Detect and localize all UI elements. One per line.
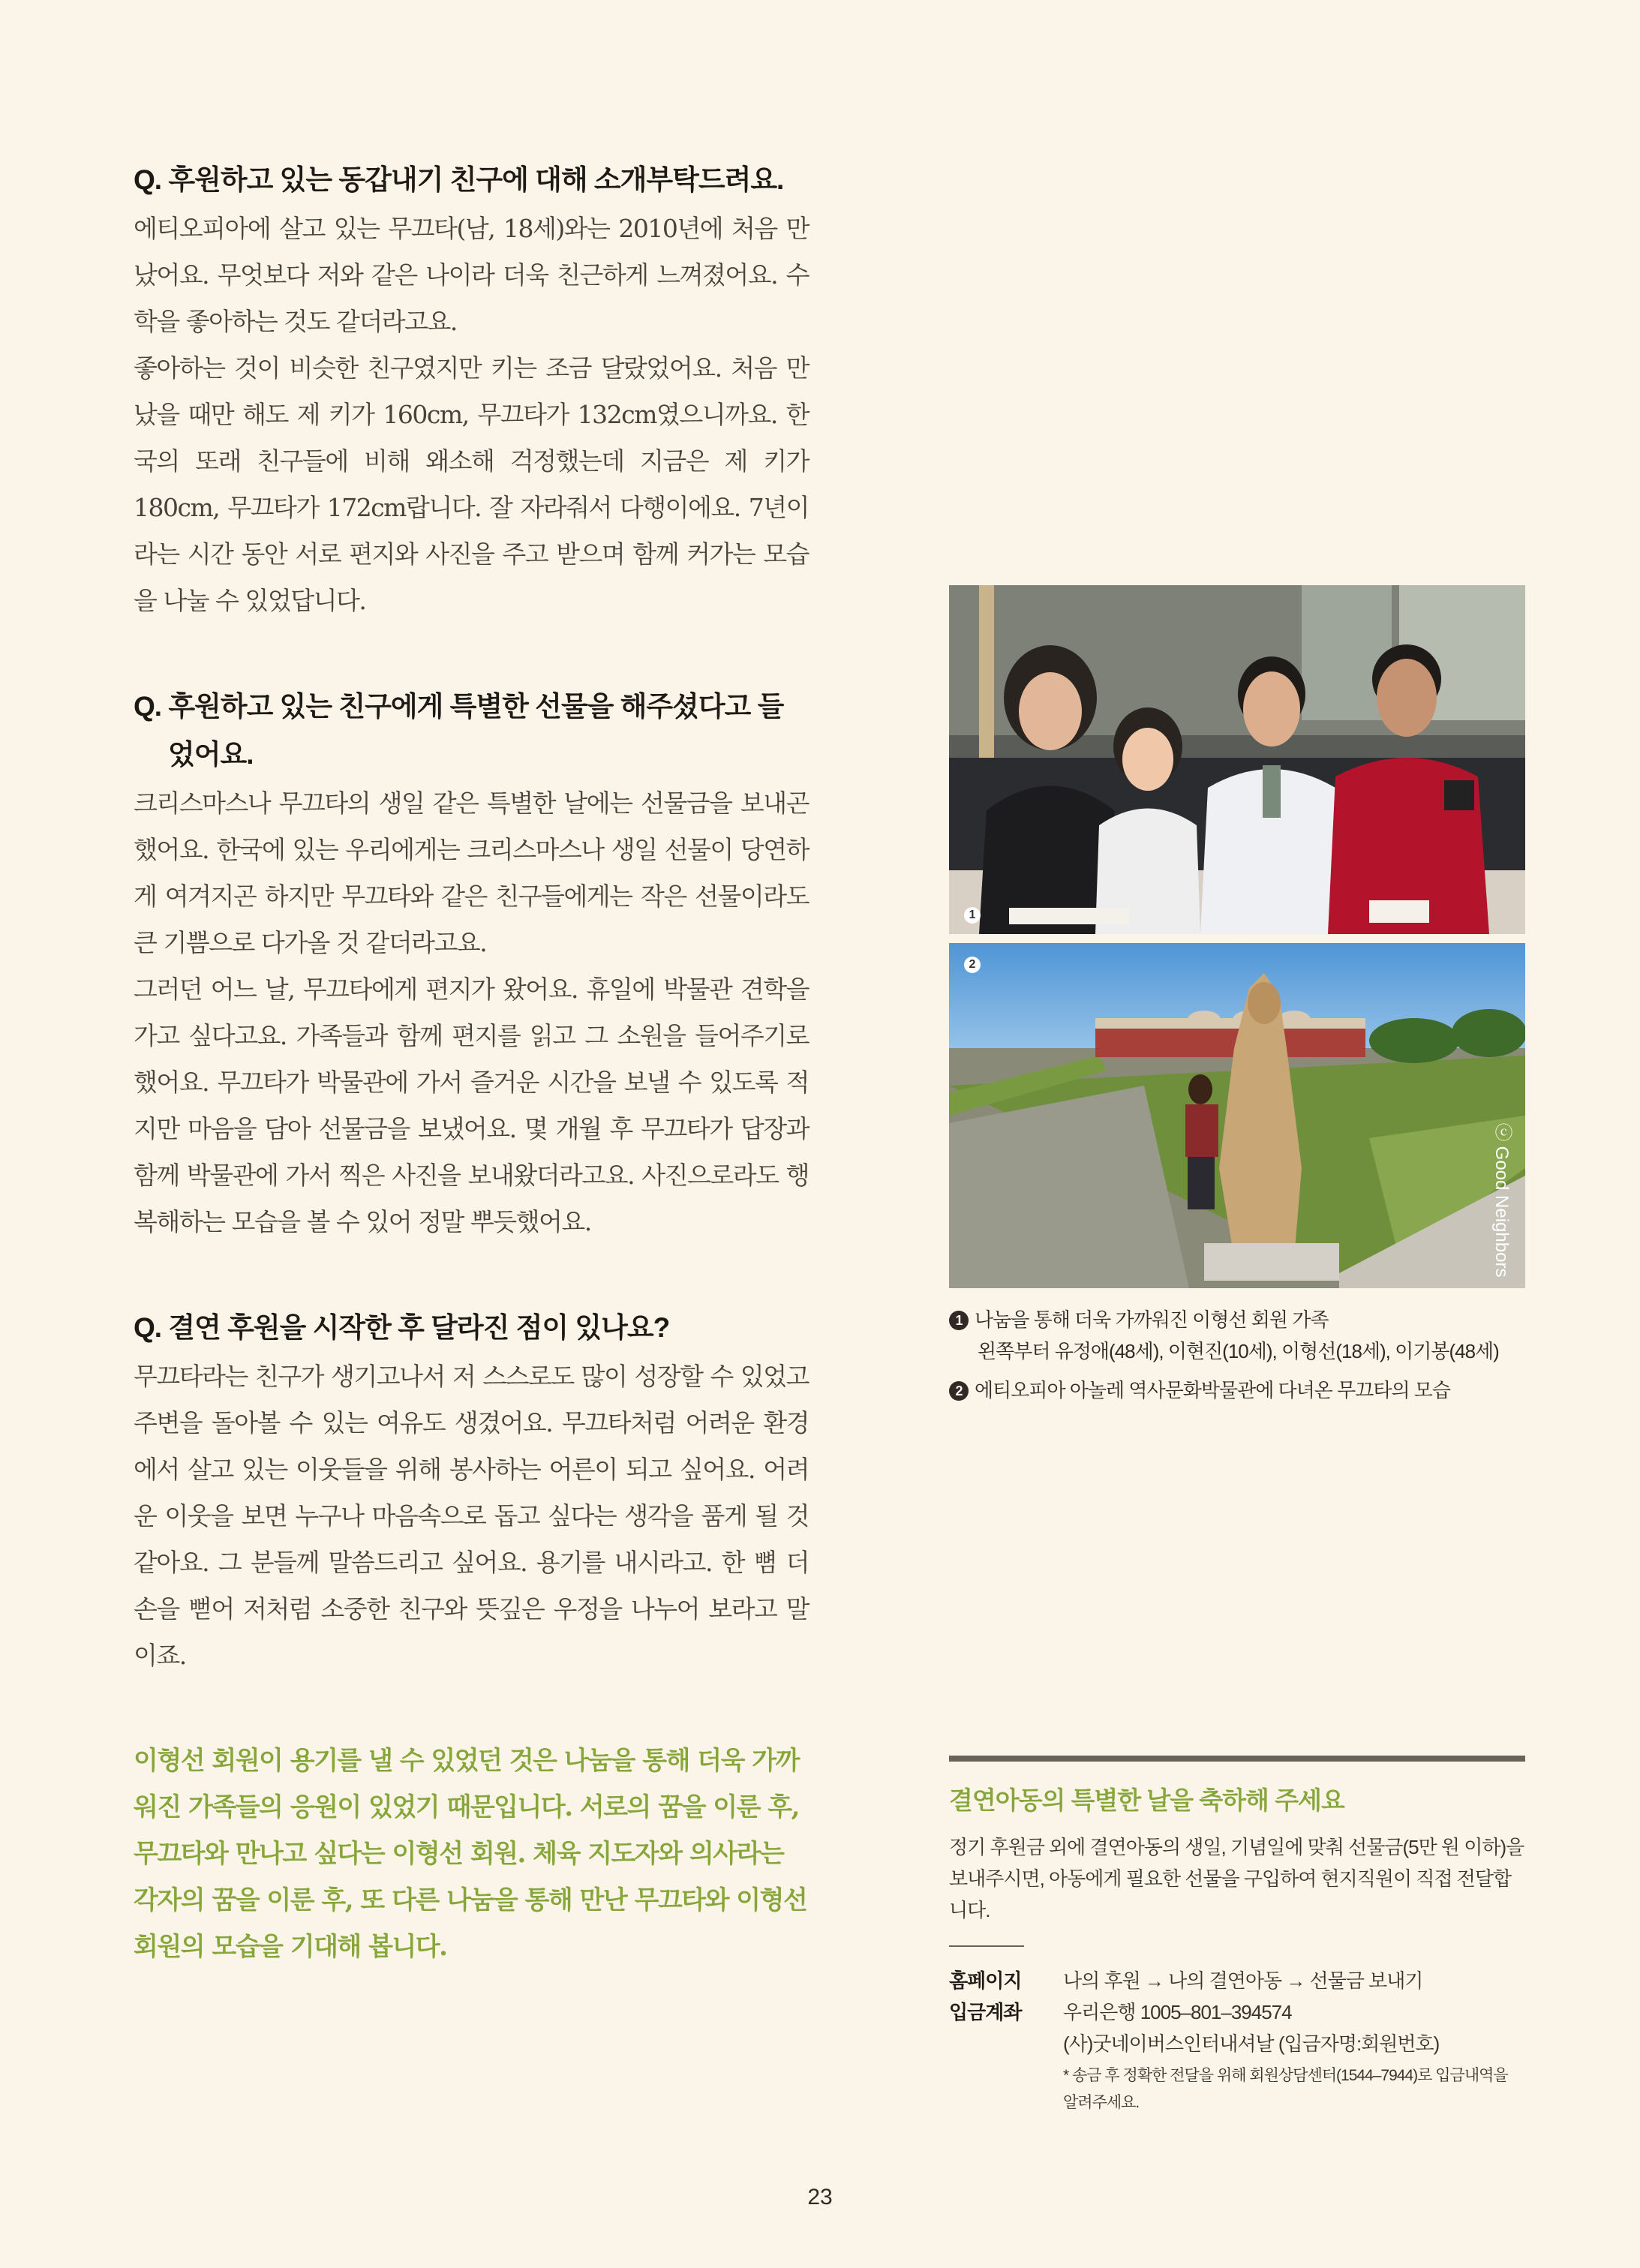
qa-section-1 — [134, 156, 809, 624]
museum-photo-illustration — [949, 943, 1525, 1288]
article-body — [134, 156, 809, 1970]
answer-paragraph: 크리스마스나 무끄타의 생일 같은 특별한 날에는 선물금을 보내곤 했어요. 한국에 있는 우리에게는 크리스마스나 생일 선물이 당연하게 여겨지곤 하지만 무끄타와 같은 친구들에게는 작은 선물이라도 큰 기쁨으로 다가올 것 같더라고요. — [134, 789, 809, 957]
caption-text: 나눔을 통해 더욱 가까워진 이형선 회원 가족 — [975, 1308, 1329, 1331]
answer-paragraph: 무끄타라는 친구가 생기고나서 저 스스로도 많이 성장할 수 있었고 주변을 돌아볼 수 있는 여유도 생겼어요. 무끄타처럼 어려운 환경에서 살고 있는 이웃들을 위해 봉사하는 어른이 되고 싶어요. 어려운 이웃을 보면 누구나 마음속으로 돕고 싶다는 생각을 품게 될 것 같아요. 그 분들께 말씀드리고 싶어요. 용기를 내시라고. 한 뼘 더 손을 뻗어 저처럼 소중한 친구와 뜻깊은 우정을 나누어 보라고 말이죠. — [134, 1362, 809, 1670]
account-holder: (사)굿네이버스인터내셔날 (입금자명:회원번호) — [1063, 2032, 1440, 2055]
homepage-row — [949, 1965, 1525, 1996]
divider — [949, 1945, 1024, 1947]
answer-paragraph: 그러던 어느 날, 무끄타에게 편지가 왔어요. 휴일에 박물관 견학을 가고 싶다고요. 가족들과 함께 편지를 읽고 그 소원을 들어주기로 했어요. 무끄타가 박물관에 가서 즐거운 시간을 보낼 수 있도록 적지만 마음을 담아 선물금을 보냈어요. 몇 개월 후 무끄타가 답장과 함께 박물관에 가서 찍은 사진을 보내왔더라고요. 사진으로라도 행복해하는 모습을 볼 수 있어 정말 뿌듯했어요. — [134, 975, 809, 1236]
caption-subtext: 왼쪽부터 유정애(48세), 이현진(10세), 이형선(18세), 이기봉(48세) — [978, 1340, 1499, 1362]
caption-number: 2 — [949, 1381, 969, 1401]
question-heading: Q. 후원하고 있는 동갑내기 친구에 대해 소개부탁드려요. — [134, 164, 784, 195]
answer-paragraph: 좋아하는 것이 비슷한 친구였지만 키는 조금 달랐었어요. 처음 만났을 때만 해도 제 키가 160cm, 무끄타가 132cm였으니까요. 한국의 또래 친구들에 비해 왜소해 걱정했는데 지금은 제 키가 180cm, 무끄타가 172cm랍니다. 잘 자라줘서 다행이에요. 7년이라는 시간 동안 서로 편지와 사진을 주고 받으며 함께 커가는 모습을 나눌 수 있었답니다. — [134, 353, 809, 615]
question-heading: Q. 후원하고 있는 친구에게 특별한 선물을 해주셨다고 들었어요. — [134, 691, 784, 770]
caption-1 — [949, 1304, 1549, 1367]
photo-captions — [949, 1304, 1549, 1413]
family-photo — [949, 585, 1525, 934]
family-photo-illustration — [949, 585, 1525, 934]
caption-2 — [949, 1374, 1549, 1406]
account-row — [949, 1996, 1525, 2028]
photo-number-badge: 2 — [964, 957, 981, 973]
divider — [949, 1756, 1525, 1762]
qa-section-2 — [134, 683, 809, 1245]
photo-credit: ⓒ Good Neighbors — [1491, 1123, 1512, 1278]
account-number: 우리은행 1005–801–394574 — [1063, 2001, 1292, 2023]
page-number: 23 — [807, 2185, 833, 2209]
info-title: 결연아동의 특별한 날을 축하해 주세요 — [949, 1786, 1344, 1814]
homepage-path: 나의 후원 → 나의 결연아동 → 선물금 보내기 — [1063, 1969, 1423, 1992]
qa-section-3 — [134, 1304, 809, 1679]
closing-highlight: 이형선 회원이 용기를 낼 수 있었던 것은 나눔을 통해 더욱 가까워진 가족들의 응원이 있었기 때문입니다. 서로의 꿈을 이룬 후, 무끄타와 만나고 싶다는 이형선 회원. 체육 지도자와 의사라는 각자의 꿈을 이룬 후, 또 다른 나눔을 통해 만난 무끄타와 이형선 회원의 모습을 기대해 봅니다. — [134, 1746, 807, 1962]
account-holder-row — [949, 2028, 1525, 2059]
photo-number-badge: 1 — [964, 907, 981, 924]
answer-paragraph: 에티오피아에 살고 있는 무끄타(남, 18세)와는 2010년에 처음 만났어요. 무엇보다 저와 같은 나이라 더욱 친근하게 느껴졌어요. 수학을 좋아하는 것도 같더라고요. — [134, 214, 809, 336]
transfer-note: * 송금 후 정확한 전달을 위해 회원상담센터(1544–7944)로 입금내역을 알려주세요. — [1063, 2067, 1508, 2111]
caption-text: 에티오피아 아놀레 역사문화박물관에 다녀온 무끄타의 모습 — [975, 1379, 1451, 1401]
homepage-label: 홈페이지 — [949, 1969, 1022, 1992]
caption-number: 1 — [949, 1311, 969, 1330]
museum-photo — [949, 943, 1525, 1288]
gift-info-box — [949, 1756, 1525, 2116]
info-body: 정기 후원금 외에 결연아동의 생일, 기념일에 맞춰 선물금(5만 원 이하)을 보내주시면, 아동에게 필요한 선물을 구입하여 현지직원이 직접 전달합니다. — [949, 1836, 1524, 1921]
question-heading: Q. 결연 후원을 시작한 후 달라진 점이 있나요? — [134, 1312, 670, 1343]
account-label: 입금계좌 — [949, 2001, 1022, 2023]
